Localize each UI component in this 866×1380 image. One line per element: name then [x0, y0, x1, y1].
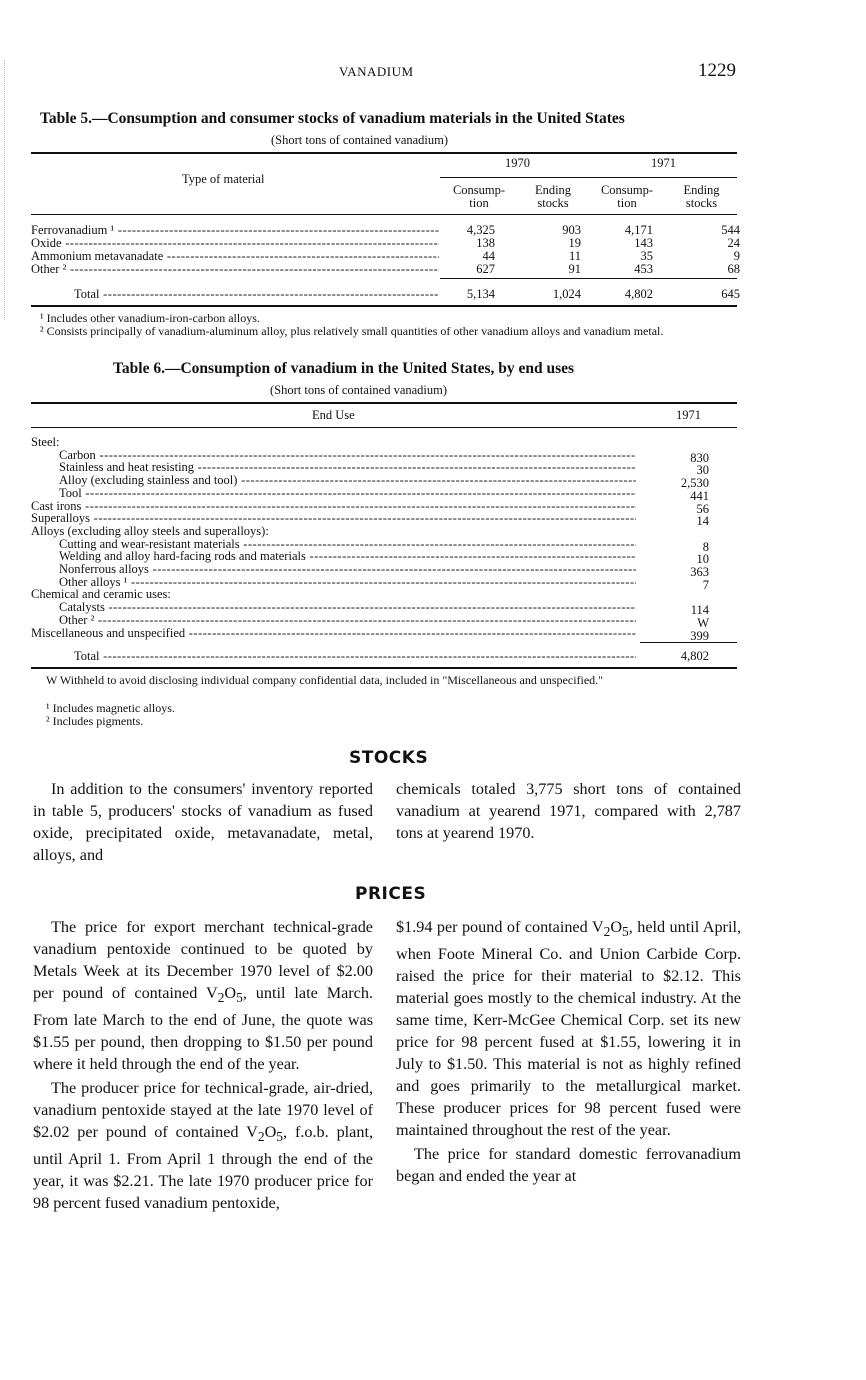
stocks-heading: STOCKS	[349, 748, 429, 768]
table5-stocks-1971-h1: Ending	[683, 183, 720, 197]
table5-total-cell: 4,802	[624, 287, 653, 301]
table-row-label: Cutting and wear-resistant materials -----	[59, 538, 636, 551]
table-cell: 4,171	[624, 223, 653, 237]
page-number: 1229	[698, 60, 736, 81]
table5-stocks-1970-h1: Ending	[534, 183, 572, 197]
table-cell: 35	[640, 249, 653, 263]
table-row-label: Steel:	[31, 435, 60, 449]
table6-year-header: 1971	[676, 408, 701, 422]
stocks-paragraph-right: chemicals totaled 3,775 short tons of contained vanadium at yearend 1971, compared with 2,787 tons at yearend 1970.	[396, 780, 741, 842]
prices-paragraph-4: The price for standard domestic ferrovanadium began and ended the year at	[396, 1145, 741, 1186]
table-row-label: Alloys (excluding alloy steels and superalloys):	[31, 523, 269, 538]
table6-subtitle: (Short tons of contained vanadium)	[270, 383, 448, 397]
table-cell: 363	[690, 565, 709, 579]
table5-header-rule	[31, 214, 737, 215]
table-cell: 114	[690, 603, 709, 618]
table-cell: 68	[727, 262, 740, 276]
formula-v2o5: $V_2O_5$	[591, 918, 629, 940]
table-cell: 903	[562, 223, 581, 237]
table5-year1971: 1971	[651, 156, 676, 170]
table-cell: 11	[568, 249, 581, 263]
table-row-label: Other alloys ¹ -----	[59, 576, 636, 589]
table-cell: 441	[690, 488, 709, 503]
table-row-label: Ammonium metavanadate -----	[31, 250, 439, 263]
table5-top-rule	[31, 152, 737, 154]
table6-footnote-2: ² Includes pigments.	[46, 714, 144, 728]
table5-bottom-rule	[31, 305, 737, 307]
prices-right-column	[396, 916, 741, 1187]
table6-footnote-w: W Withheld to avoid disclosing individual company confidential data, included in "Miscellaneous and unspecified."	[46, 673, 604, 687]
table-cell: 2,530	[680, 476, 709, 491]
table5-stocks-1971-h2: stocks	[685, 196, 718, 210]
table-row-label: Alloy (excluding stainless and tool) -----	[59, 474, 636, 487]
prices-paragraph-2: The producer price for technical-grade, air-dried, vanadium pentoxide stayed at the late 1970 level of $2.02 per pound of contained $V_2O_5$, f.o.b. plant, until April 1. From April 1 through the end of the year, it was $2.21. The late 1970 producer price for 98 percent fused vanadium pentoxide,	[33, 1079, 373, 1213]
table-cell: 627	[476, 262, 495, 276]
table6-footnote-1: ¹ Includes magnetic alloys.	[46, 701, 175, 715]
table-row-label: Superalloys -----	[31, 512, 636, 525]
table-row-label: Catalysts -----	[59, 601, 636, 614]
table-cell: 19	[568, 236, 581, 250]
table-cell: 7	[702, 577, 709, 592]
table-cell: 44	[482, 249, 495, 263]
table-cell: 138	[476, 236, 495, 250]
prices-paragraph-1: The price for export merchant technical-grade vanadium pentoxide continued to be quoted by Metals Week at its December 1970 level of $2.00 per pound of contained $V_2O_5$, until late March. From late March to the end of June, the quote was $1.55 per pound, then dropping to $1.50 per pound where it held through the end of the year.	[33, 918, 373, 1074]
table-cell: 143	[634, 236, 653, 250]
table-cell: 399	[690, 628, 709, 643]
table6-bottom-rule	[31, 667, 737, 669]
prices-paragraph-3: $1.94 per pound of contained $V_2O_5$, held until April, when Foote Mineral Co. and Union Carbide Corp. raised the price for their material to $2.12. This material goes mostly to the chemical industry. At the same time, Kerr-McGee Chemical Corp. set its new price for 98 percent fused at $1.55, lowering it in July to $1.50. This material is not as highly refined and goes primarily to the metallurgical market. These producer prices for 98 percent fused were maintained throughout the rest of the year.	[396, 918, 741, 1140]
table-cell: 30	[696, 463, 709, 478]
table-cell: 544	[721, 223, 740, 237]
table5-consumption-1970-h2: tion	[469, 196, 489, 210]
table-cell: 453	[634, 262, 653, 276]
table5-title: Table 5.—Consumption and consumer stocks of vanadium materials in the United States	[40, 110, 625, 127]
table-row-label: Tool -----	[59, 487, 636, 500]
stocks-right-column	[396, 778, 741, 844]
stocks-left-column	[33, 778, 373, 866]
stocks-paragraph-left: In addition to the consumers' inventory reported in table 5, producers' stocks of vanadium as fused oxide, precipitated oxide, metavanadate, metal, alloys, and	[33, 780, 373, 864]
table5-footnote-1: ¹ Includes other vanadium-iron-carbon alloys.	[40, 311, 260, 325]
table5-year-rule	[440, 177, 737, 178]
table5-consumption-1971-h1: Consump-	[600, 183, 654, 197]
formula-v2o5: $V_2O_5$	[246, 1123, 284, 1145]
table5-consumption-1971-h2: tion	[617, 196, 637, 210]
prices-heading: PRICES	[355, 884, 427, 904]
table-cell: 56	[696, 501, 709, 516]
table-cell: 830	[690, 450, 709, 465]
margin-marks	[4, 60, 7, 320]
table-cell: 14	[696, 514, 709, 529]
table5-subtotal-rule	[440, 278, 737, 279]
table5-consumption-1970-h1: Consump-	[452, 183, 506, 197]
table-row-label: Nonferrous alloys -----	[59, 563, 636, 576]
table5-stocks-1970-h2: stocks	[537, 196, 569, 210]
prices-left-column	[33, 916, 373, 1214]
table6-subtotal-rule	[640, 642, 737, 643]
table-row-label: Miscellaneous and unspecified -----	[31, 627, 636, 640]
table-row-label: Carbon -----	[59, 449, 636, 462]
table-row-label: Chemical and ceramic uses:	[31, 587, 171, 602]
table-cell: 8	[702, 539, 709, 554]
table6-total-value: 4,802	[680, 649, 709, 663]
table5-total-label: Total -----	[74, 288, 439, 301]
table5-total-cell: 645	[721, 287, 740, 301]
table5-total-cell: 5,134	[466, 287, 495, 301]
table-cell: 10	[696, 552, 709, 567]
table5-type-header: Type of material	[182, 172, 265, 186]
table5-subtitle: (Short tons of contained vanadium)	[271, 133, 449, 147]
table-cell: 4,325	[466, 223, 495, 237]
table-row-label: Oxide -----	[31, 237, 439, 250]
table6-top-rule	[31, 402, 737, 404]
table-row-label: Stainless and heat resisting -----	[59, 461, 636, 474]
table6-header-rule	[31, 427, 737, 428]
table6-title: Table 6.—Consumption of vanadium in the United States, by end uses	[113, 360, 575, 377]
running-header-title: VANADIUM	[339, 64, 414, 79]
table5-footnote-2: ² Consists principally of vanadium-aluminum alloy, plus relatively small quantities of other vanadium alloys and vanadium metal.	[40, 324, 664, 338]
table5-year1970: 1970	[505, 156, 530, 170]
table-cell: 24	[727, 236, 740, 250]
table-row-label: Welding and alloy hard-facing rods and materials -----	[59, 550, 636, 563]
table-row-label: Ferrovanadium ¹ -----	[31, 224, 439, 237]
table-row-label: Other ² -----	[59, 614, 636, 627]
table-row-label: Other ² -----	[31, 263, 439, 276]
table-cell: 91	[568, 262, 581, 276]
table-cell: W	[697, 615, 709, 630]
table-cell: 9	[733, 249, 740, 263]
formula-v2o5: $V_2O_5$	[205, 984, 243, 1006]
table6-total-label: Total -----	[74, 650, 636, 663]
table5-total-cell: 1,024	[552, 287, 581, 301]
table6-enduse-header: End Use	[312, 408, 355, 422]
table-row-label: Cast irons -----	[31, 500, 636, 513]
